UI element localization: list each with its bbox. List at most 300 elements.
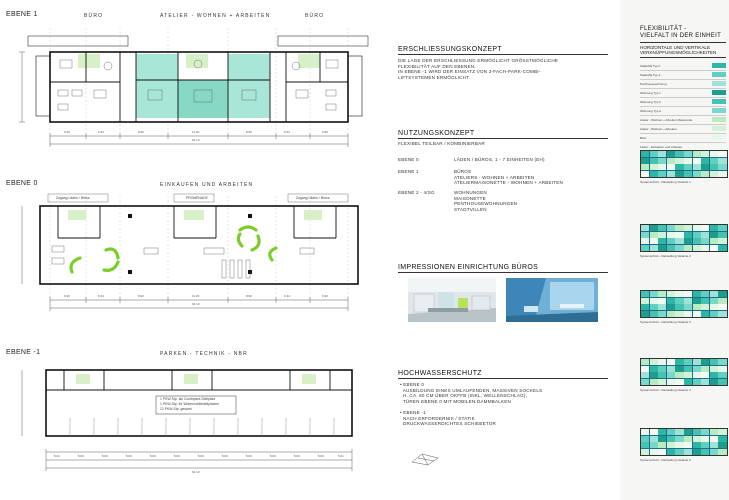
dim-g3: 8.90 xyxy=(138,294,144,298)
variant-cell xyxy=(658,232,666,238)
variant-cell xyxy=(710,298,718,304)
variant-cell xyxy=(675,238,683,244)
variant-cell xyxy=(701,359,709,365)
variant-cell xyxy=(710,442,718,448)
variant-cell xyxy=(658,291,666,297)
variant-cell xyxy=(641,245,649,251)
nutzung-use-2: WOHNUNGEN MAISONETTE PENTHOUSEWOHNUNGEN STADTVILLEN xyxy=(454,190,518,212)
variant-cell xyxy=(684,298,692,304)
dim-b12: 5.00 xyxy=(318,454,324,458)
variant-cell xyxy=(675,372,683,378)
heading-hochwasser: HOCHWASSERSCHUTZ xyxy=(398,370,608,379)
variant-cell xyxy=(710,225,718,231)
level-label-basement: EBENE -1 xyxy=(6,349,41,356)
variant-cell xyxy=(684,366,692,372)
legend-row xyxy=(640,134,726,143)
variant-cell xyxy=(667,372,675,378)
variant-cell xyxy=(710,311,718,317)
variant-cell xyxy=(718,304,726,310)
variant-cell xyxy=(658,372,666,378)
variant-cell xyxy=(641,158,649,164)
legend-swatch xyxy=(712,81,726,86)
variant-cell xyxy=(684,442,692,448)
variant-cell xyxy=(718,291,726,297)
variant-cell xyxy=(667,158,675,164)
legend-swatch xyxy=(712,135,726,140)
variant-cell xyxy=(701,298,709,304)
zone-label-einkaufen: EINKAUFEN UND ARBEITEN xyxy=(160,182,254,188)
variant-cell xyxy=(710,291,718,297)
variant-cell xyxy=(693,449,701,455)
variant-section xyxy=(640,428,726,462)
legend-swatch xyxy=(712,72,726,77)
variant-cell xyxy=(641,449,649,455)
variant-cell xyxy=(710,238,718,244)
legend-label: Büro xyxy=(640,135,647,140)
legend-row xyxy=(640,71,726,80)
note-promenade: PROMENADE xyxy=(186,196,208,200)
variant-cell xyxy=(641,291,649,297)
variant-cell xyxy=(641,304,649,310)
nutzung-subtitle: FLEXIBEL TEILBAR / KOMBINIERBAR xyxy=(398,141,485,146)
variant-cell xyxy=(701,245,709,251)
concept-column xyxy=(396,0,618,500)
variant-cell xyxy=(701,171,709,177)
variant-cell xyxy=(718,379,726,385)
variant-cell xyxy=(718,232,726,238)
dim-b9: 5.00 xyxy=(246,454,252,458)
variant-cell xyxy=(675,232,683,238)
variant-cell xyxy=(667,171,675,177)
variant-cell xyxy=(684,449,692,455)
floor-plan-level-minus-1 xyxy=(8,360,388,480)
variant-cell xyxy=(650,225,658,231)
variant-cell xyxy=(667,359,675,365)
variant-cell xyxy=(675,366,683,372)
variant-cell xyxy=(675,449,683,455)
text-hochwasser: • EBENE 0 AUSBILDUNG EINES UMLAUFENDEN, MASSIVEN SOCKELS H. CA. 60 CM ÜBER OKFFB (INKL. WELLENSCHLAG), TÜREN EBENE 0 MIT MOBILEN DAMMBALKEN • EBENE -1 NACH ERFORDERNIS / STATIK DRUCKWASSERDICHTES SCHIEBETOR xyxy=(400,382,543,427)
legend-swatch xyxy=(712,126,726,131)
variant-cell xyxy=(675,151,683,157)
variant-section-drawing xyxy=(640,290,728,318)
variant-cell xyxy=(667,379,675,385)
variant-cell xyxy=(658,238,666,244)
variant-cell xyxy=(667,304,675,310)
variant-cell xyxy=(684,164,692,170)
variant-cell xyxy=(675,245,683,251)
variant-cell xyxy=(650,291,658,297)
variant-cell xyxy=(658,311,666,317)
variant-cell xyxy=(718,164,726,170)
dim-b6: 5.00 xyxy=(174,454,180,458)
flex-panel xyxy=(620,0,729,500)
parking-legend-2: 1 PKW-Stp. für Wohnmobilsstellplatzen xyxy=(160,402,220,406)
variant-cell xyxy=(675,225,683,231)
variant-cell xyxy=(650,429,658,435)
variant-cell xyxy=(641,164,649,170)
variant-cell xyxy=(675,436,683,442)
variant-cell xyxy=(650,372,658,378)
variant-section-drawing xyxy=(640,150,728,178)
variant-cell xyxy=(650,164,658,170)
dim-b4: 5.00 xyxy=(126,454,132,458)
variant-cell xyxy=(693,291,701,297)
variant-cell xyxy=(650,304,658,310)
variant-cell xyxy=(693,366,701,372)
variant-cell xyxy=(684,232,692,238)
variant-cell xyxy=(667,436,675,442)
variant-cell xyxy=(658,359,666,365)
variant-cell xyxy=(641,436,649,442)
variant-cell xyxy=(667,298,675,304)
dim-g6: 6.34 xyxy=(284,294,290,298)
variant-caption: Systemschnitt - Darstellung Variante 3 xyxy=(640,320,691,324)
variant-cell xyxy=(667,238,675,244)
nutzung-use-0: LÄDEN / BÜROS, 1 - 7 EINHEITEN (EH) xyxy=(454,157,545,162)
variant-cell xyxy=(658,158,666,164)
variant-cell xyxy=(701,366,709,372)
variant-cell xyxy=(667,245,675,251)
variant-section xyxy=(640,224,726,258)
variant-cell xyxy=(667,164,675,170)
variant-cell xyxy=(675,379,683,385)
legend-label: Laden - Einkaufen und Arbeiten xyxy=(640,144,683,149)
variant-cell xyxy=(710,449,718,455)
variant-cell xyxy=(701,372,709,378)
heading-erschliessung: ERSCHLIESSUNGSKONZEPT xyxy=(398,46,608,55)
legend-row xyxy=(640,89,726,98)
variant-cell xyxy=(718,429,726,435)
variant-cell xyxy=(684,245,692,251)
variant-cell xyxy=(658,171,666,177)
variant-cell xyxy=(675,291,683,297)
variant-cell xyxy=(684,171,692,177)
legend-row xyxy=(640,80,726,89)
variant-cell xyxy=(693,298,701,304)
variant-cell xyxy=(701,291,709,297)
variant-cell xyxy=(667,429,675,435)
variant-cell xyxy=(718,171,726,177)
legend-swatch xyxy=(712,117,726,122)
variant-cell xyxy=(658,436,666,442)
legend-label: Penthousewohnung xyxy=(640,81,667,86)
variant-cell xyxy=(710,379,718,385)
variant-cell xyxy=(684,291,692,297)
variant-cell xyxy=(693,158,701,164)
dim-6: 6.34 xyxy=(284,130,290,134)
nutzung-level-2: EBENE 2 - 4/SG xyxy=(398,190,435,195)
variant-cell xyxy=(650,359,658,365)
zone-label-buero-left: BÜRO xyxy=(84,13,104,19)
dim-1: 6.90 xyxy=(64,130,70,134)
variant-cell xyxy=(718,225,726,231)
variant-cell xyxy=(650,449,658,455)
variant-cell xyxy=(641,171,649,177)
variant-cell xyxy=(667,232,675,238)
legend-label: Wohnung Typ a xyxy=(640,108,661,113)
variant-cell xyxy=(650,151,658,157)
variant-cell xyxy=(667,442,675,448)
variant-cell xyxy=(693,436,701,442)
legend-label: Wohnung Typ b xyxy=(640,99,661,104)
variant-cell xyxy=(710,359,718,365)
variant-cell xyxy=(650,158,658,164)
legend-label: Stadtvilla Typ a xyxy=(640,72,661,77)
variant-cell xyxy=(650,379,658,385)
legend-swatch xyxy=(712,108,726,113)
variant-cell xyxy=(641,151,649,157)
variant-cell xyxy=(684,372,692,378)
dim-5: 8.90 xyxy=(246,130,252,134)
dim-g4: 11.20 xyxy=(192,294,200,298)
dim-b13: 5.01 xyxy=(338,454,344,458)
variant-cell xyxy=(641,429,649,435)
dim-2: 6.34 xyxy=(98,130,104,134)
variant-cell xyxy=(701,449,709,455)
variant-cell xyxy=(641,311,649,317)
variant-cell xyxy=(675,298,683,304)
variant-cell xyxy=(650,238,658,244)
variant-cell xyxy=(667,225,675,231)
variant-cell xyxy=(693,379,701,385)
level-label-ground: EBENE 0 xyxy=(6,180,38,187)
legend-row xyxy=(640,107,726,116)
variant-section-drawing xyxy=(640,224,728,252)
legend-row xyxy=(640,125,726,134)
variant-cell xyxy=(701,379,709,385)
site-sketch-icon xyxy=(410,448,440,466)
zone-label-parken: PARKEN - TECHNIK - NBR xyxy=(160,351,248,357)
variant-caption: Systemschnitt - Darstellung Variante 4 xyxy=(640,388,691,392)
floor-plan-level-0 xyxy=(8,190,388,320)
variant-cell xyxy=(710,171,718,177)
variant-cell xyxy=(718,449,726,455)
variant-cell xyxy=(718,158,726,164)
flex-legend xyxy=(640,62,726,152)
legend-swatch xyxy=(712,63,726,68)
variant-cell xyxy=(658,298,666,304)
dim-g-total: 62.10 xyxy=(192,302,200,306)
variant-cell xyxy=(718,298,726,304)
variant-cell xyxy=(675,304,683,310)
variant-cell xyxy=(718,372,726,378)
heading-impressionen: IMPRESSIONEN EINRICHTUNG BÜROS xyxy=(398,264,608,273)
variant-cell xyxy=(710,164,718,170)
variant-cell xyxy=(684,311,692,317)
variant-cell xyxy=(684,359,692,365)
variant-cell xyxy=(641,442,649,448)
legend-label: Atelier - Wohnen + Arbeiten xyxy=(640,126,677,131)
legend-label: Stadtvilla Typ b xyxy=(640,63,661,68)
variant-cell xyxy=(701,429,709,435)
variant-cell xyxy=(693,225,701,231)
zone-label-atelier: ATELIER - WOHNEN + ARBEITEN xyxy=(160,13,271,19)
variant-cell xyxy=(675,171,683,177)
dim-g7: 6.90 xyxy=(322,294,328,298)
variant-cell xyxy=(650,442,658,448)
level-label-upper: EBENE 1 xyxy=(6,11,38,18)
variant-cell xyxy=(710,158,718,164)
variant-cell xyxy=(718,436,726,442)
variant-cell xyxy=(641,238,649,244)
variant-cell xyxy=(701,151,709,157)
variant-cell xyxy=(658,379,666,385)
variant-section-drawing xyxy=(640,428,728,456)
variant-cell xyxy=(641,298,649,304)
variant-cell xyxy=(693,311,701,317)
variant-cell xyxy=(693,372,701,378)
text-erschliessung: DIE LAGE DER ERSCHLIESSUNG ERMÖGLICHT GRÖSSTMÖGLICHE FLEXIBILITÄT AUF DEN EBENEN. IN EBENE -1 WIRD DER EINSATZ VON 3-FACH-PARK-COMBI- LIFTSYSTEMEN ERMÖGLICHT. xyxy=(398,58,559,80)
variant-cell xyxy=(684,379,692,385)
office-photo-1 xyxy=(408,278,496,322)
variant-cell xyxy=(650,311,658,317)
variant-cell xyxy=(675,158,683,164)
variant-cell xyxy=(693,232,701,238)
dim-b1: 5.01 xyxy=(54,454,60,458)
variant-caption: Systemschnitt - Darstellung Variante 1 xyxy=(640,180,691,184)
office-photo-2 xyxy=(506,278,598,322)
variant-cell xyxy=(710,436,718,442)
nutzung-level-1: EBENE 1 xyxy=(398,169,419,174)
dim-3: 8.90 xyxy=(138,130,144,134)
flex-title-rule xyxy=(640,42,726,43)
variant-cell xyxy=(675,442,683,448)
flex-subtitle: HORIZONTALE UND VERTIKALE VERKNÜPFUNGSMÖGLICHKEITEN xyxy=(640,45,717,56)
dim-g2: 6.34 xyxy=(98,294,104,298)
variant-cell xyxy=(718,238,726,244)
variant-caption: Systemschnitt - Darstellung Variante 2 xyxy=(640,254,691,258)
note-access-left: Zugang Läden / Büros xyxy=(56,196,90,200)
variant-cell xyxy=(693,429,701,435)
variant-cell xyxy=(650,436,658,442)
variant-cell xyxy=(650,298,658,304)
variant-section-drawing xyxy=(640,358,728,386)
variant-cell xyxy=(641,359,649,365)
variant-cell xyxy=(701,158,709,164)
variant-cell xyxy=(710,232,718,238)
variant-cell xyxy=(667,291,675,297)
variant-cell xyxy=(667,449,675,455)
variant-cell xyxy=(675,164,683,170)
variant-cell xyxy=(710,366,718,372)
variant-cell xyxy=(718,366,726,372)
variant-cell xyxy=(658,429,666,435)
variant-cell xyxy=(641,379,649,385)
variant-cell xyxy=(658,449,666,455)
variant-cell xyxy=(641,366,649,372)
variant-cell xyxy=(718,311,726,317)
legend-label: Wohnung Typ c xyxy=(640,90,661,95)
variant-cell xyxy=(658,151,666,157)
dim-b3: 5.00 xyxy=(102,454,108,458)
variant-cell xyxy=(658,442,666,448)
dim-b7: 5.00 xyxy=(198,454,204,458)
variant-cell xyxy=(650,366,658,372)
variant-cell xyxy=(658,304,666,310)
variant-cell xyxy=(710,372,718,378)
dim-g1: 6.90 xyxy=(64,294,70,298)
variant-cell xyxy=(718,442,726,448)
legend-row xyxy=(640,116,726,125)
legend-row xyxy=(640,98,726,107)
variant-cell xyxy=(718,151,726,157)
variant-cell xyxy=(658,245,666,251)
variant-cell xyxy=(693,359,701,365)
dim-b-total: 62.10 xyxy=(192,470,200,474)
variant-section xyxy=(640,150,726,184)
zone-label-buero-right: BÜRO xyxy=(305,13,325,19)
flex-subtitle-rule xyxy=(640,57,726,58)
parking-legend-1: 1 PKW-Stp. als Combipark-Stellplatz xyxy=(160,397,216,401)
variant-cell xyxy=(684,429,692,435)
variant-cell xyxy=(650,232,658,238)
variant-cell xyxy=(684,304,692,310)
dim-g5: 8.90 xyxy=(246,294,252,298)
flex-title: FLEXIBILITÄT - VIELFALT IN DER EINHEIT xyxy=(640,26,722,39)
variant-cell xyxy=(684,151,692,157)
variant-cell xyxy=(684,436,692,442)
variant-cell xyxy=(658,164,666,170)
variant-cell xyxy=(701,238,709,244)
variant-cell xyxy=(641,372,649,378)
variant-cell xyxy=(701,232,709,238)
nutzung-level-0: EBENE 0 xyxy=(398,157,419,162)
legend-swatch xyxy=(712,90,726,95)
dim-b8: 5.00 xyxy=(222,454,228,458)
variant-cell xyxy=(710,304,718,310)
dim-b11: 5.00 xyxy=(294,454,300,458)
variant-cell xyxy=(641,232,649,238)
variant-cell xyxy=(718,359,726,365)
variant-cell xyxy=(693,245,701,251)
variant-caption: Systemschnitt - Darstellung Variante 5 xyxy=(640,458,691,462)
variant-cell xyxy=(701,311,709,317)
dim-b10: 5.00 xyxy=(270,454,276,458)
dim-4: 11.20 xyxy=(192,130,200,134)
variant-cell xyxy=(701,304,709,310)
variant-cell xyxy=(701,436,709,442)
variant-cell xyxy=(701,442,709,448)
variant-cell xyxy=(667,151,675,157)
variant-cell xyxy=(693,304,701,310)
variant-cell xyxy=(650,245,658,251)
variant-cell xyxy=(684,158,692,164)
legend-swatch xyxy=(712,144,726,149)
note-access-right: Zugang Läden / Büros xyxy=(296,196,330,200)
variant-cell xyxy=(693,171,701,177)
legend-row xyxy=(640,62,726,71)
variant-cell xyxy=(701,225,709,231)
variant-cell xyxy=(675,359,683,365)
variant-cell xyxy=(701,164,709,170)
legend-swatch xyxy=(712,99,726,104)
heading-nutzung: NUTZUNGSKONZEPT xyxy=(398,130,608,139)
parking-legend-3: 12 PKW-Stp. gesamt xyxy=(160,407,192,411)
variant-cell xyxy=(710,151,718,157)
variant-cell xyxy=(675,429,683,435)
variant-cell xyxy=(710,245,718,251)
variant-cell xyxy=(718,245,726,251)
dim-7: 6.90 xyxy=(322,130,328,134)
variant-section xyxy=(640,358,726,392)
variant-cell xyxy=(650,171,658,177)
nutzung-use-1: BÜROS ATELIERS - WOHNEN + ARBEITEN ATELIERMAISONETTE - WOHNEN + ARBEITEN xyxy=(454,169,564,186)
variant-cell xyxy=(684,225,692,231)
variant-cell xyxy=(684,238,692,244)
variant-cell xyxy=(667,366,675,372)
dim-b2: 5.00 xyxy=(78,454,84,458)
variant-cell xyxy=(693,238,701,244)
